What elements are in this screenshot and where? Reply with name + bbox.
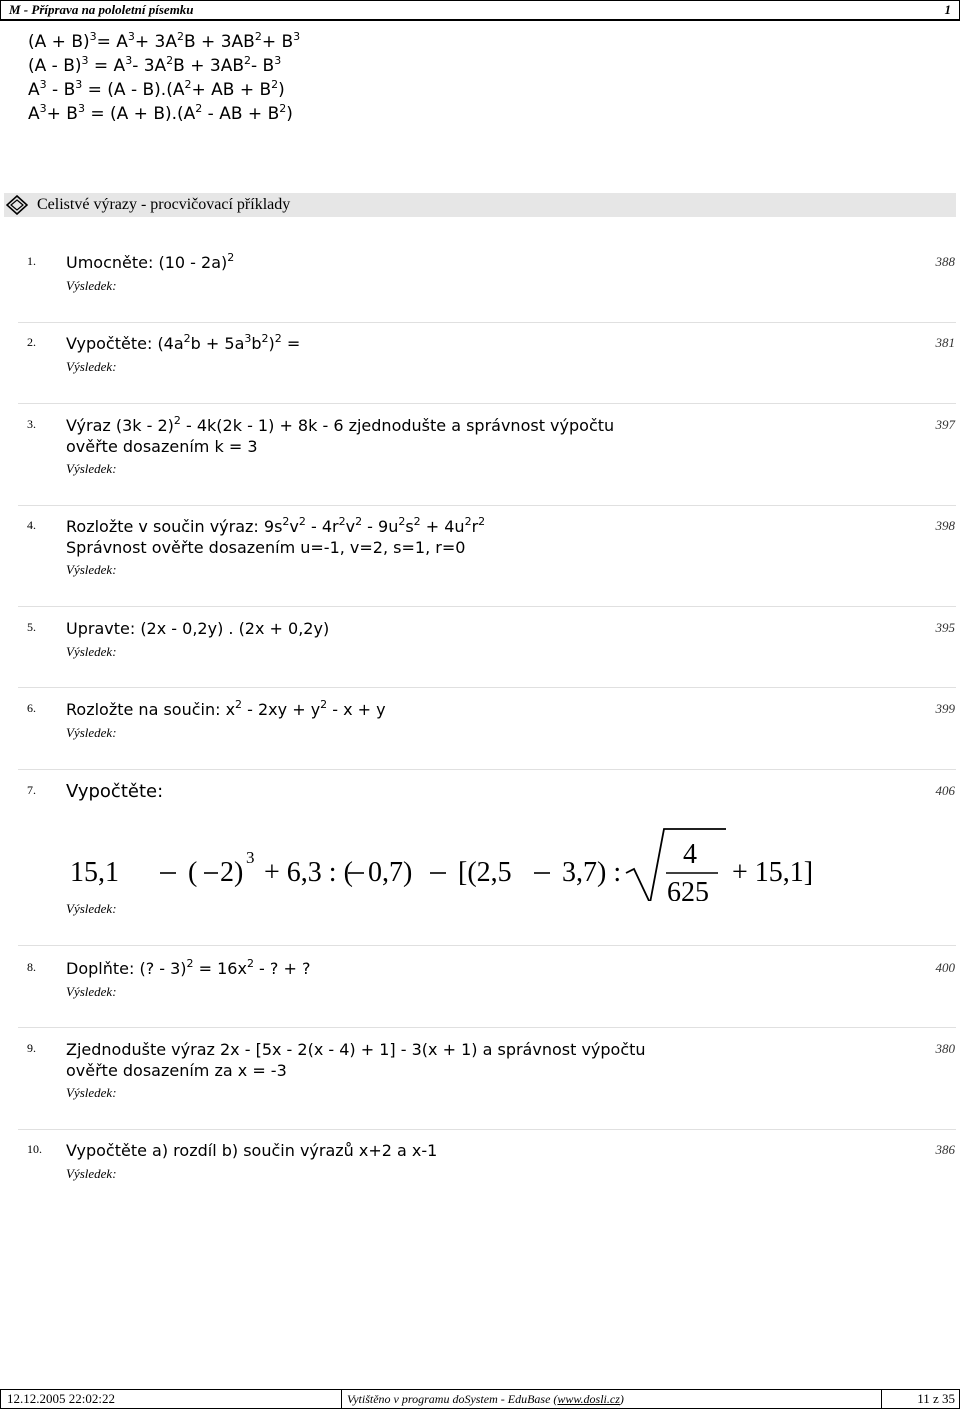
exponent: 2 <box>246 957 254 970</box>
formula-block <box>28 30 300 126</box>
exercise-score: 398 <box>935 518 955 533</box>
math-exponent: 3 <box>246 848 255 867</box>
task-line-2: ověřte dosazením za x = -3 <box>66 1061 287 1080</box>
exponent: 2 <box>282 515 290 528</box>
formula-line: $(A - B)^3 = A^3-$ $3A^2B + 3AB^2-$ $B^3$ <box>28 54 282 76</box>
task-line: Vypočtěte: $(4a^2b + 5a^3b^2)^2$ = <box>66 332 301 353</box>
website-link[interactable]: www.dosli.cz <box>557 1392 620 1406</box>
task-line: Rozložte na součin: $x^2 - 2xy + y^2 - x + y$ <box>66 698 386 719</box>
task-line: Zjednodušte výraz 2x - [5x - 2(x - 4) + 1] - 3(x + 1) a správnost výpočtu <box>66 1040 646 1059</box>
exponent: 3 <box>77 102 85 115</box>
footer-divider <box>341 1390 342 1408</box>
document-title: M - Příprava na pololetní písemku <box>9 2 194 17</box>
task-line-2: ověřte dosazením k = 3 <box>66 437 258 456</box>
exponent: 2 <box>320 698 328 711</box>
diamond-icon <box>6 195 28 215</box>
exponent: 2 <box>176 30 184 43</box>
task-line: Upravte: (2x - 0,2y) . (2x + 0,2y) <box>66 619 330 638</box>
exponent: 2 <box>183 332 191 345</box>
exercise-number: 1. <box>27 254 36 268</box>
divider <box>18 769 956 770</box>
exponent: 3 <box>81 54 89 67</box>
exponent: 3 <box>125 54 133 67</box>
exercise-task <box>66 958 706 979</box>
divider <box>18 505 956 506</box>
page-number: 1 <box>944 2 951 17</box>
exponent: 3 <box>39 78 47 91</box>
exercise-number: 7. <box>27 783 36 797</box>
result-label: Výsledek: <box>66 461 117 476</box>
exercise-score: 400 <box>935 960 955 975</box>
exercise-score: 380 <box>935 1041 955 1056</box>
exercise-task <box>66 333 706 354</box>
exponent: 2 <box>173 414 181 427</box>
exercise-score: 386 <box>935 1142 955 1157</box>
fraction-numerator: 4 <box>683 839 697 870</box>
exercise-number: 6. <box>27 701 36 715</box>
result-label: Výsledek: <box>66 1166 117 1181</box>
formula-line: $A^3 - B^3 = (A - B).(A^2+$ AB + $B^2$) <box>28 78 285 100</box>
math-term: 2) <box>220 857 244 888</box>
exponent: 2 <box>413 515 421 528</box>
math-term: + 6,3 : ( <box>264 857 353 888</box>
exponent: 2 <box>274 332 282 345</box>
page-footer <box>0 1389 960 1409</box>
result-label: Výsledek: <box>66 1085 117 1100</box>
exponent: 2 <box>478 515 486 528</box>
exponent: 2 <box>261 332 269 345</box>
exponent: 2 <box>195 102 203 115</box>
divider <box>18 945 956 946</box>
footer-divider <box>881 1390 882 1408</box>
result-label: Výsledek: <box>66 984 117 999</box>
section-title: Celistvé výrazy - procvičovací příklady <box>37 196 291 213</box>
exponent: 2 <box>398 515 406 528</box>
exponent: 2 <box>166 54 174 67</box>
print-datetime: 12.12.2005 22:02:22 <box>7 1391 115 1406</box>
formula-line: $A^3+ B^3 = (A + B).(A^2$ - AB + $B^2$) <box>28 102 293 124</box>
exponent: 3 <box>244 332 252 345</box>
page-count: 11 z 35 <box>917 1391 955 1406</box>
printed-suffix: ) <box>619 1392 624 1406</box>
exercise-task <box>66 618 706 639</box>
exercise-task <box>66 516 706 558</box>
result-label: Výsledek: <box>66 359 117 374</box>
divider <box>18 403 956 404</box>
result-label: Výsledek: <box>66 725 117 740</box>
exercise-task <box>66 1140 706 1161</box>
printed-prefix: Vytištěno v programu doSystem - EduBase ( <box>347 1392 558 1406</box>
exercise-score: 395 <box>935 620 955 635</box>
fraction-denominator: 625 <box>667 877 709 901</box>
task-line-2: Správnost ověřte dosazením u=-1, v=2, s=1, r=0 <box>66 538 466 557</box>
math-term: + 15,1] <box>732 857 814 888</box>
exponent: 2 <box>279 102 287 115</box>
math-term: 0,7) <box>368 857 413 888</box>
exercise-score: 406 <box>935 783 955 798</box>
exponent: 2 <box>244 54 251 67</box>
exponent: 3 <box>274 54 282 67</box>
exercise-task <box>66 1039 706 1081</box>
task-line: Doplňte: (? - $3)^2 = 16x^2$ - ? + ? <box>66 957 311 978</box>
task-line: Vypočtěte a) rozdíl b) součin výrazů x+2 a x-1 <box>66 1141 438 1160</box>
formula-line: $(A + B)^3= A^3+ 3A^2B + 3AB^2+ B^3$ <box>28 30 301 52</box>
exponent: 2 <box>464 515 472 528</box>
exercise-score: 388 <box>935 254 955 269</box>
exponent: 3 <box>39 102 47 115</box>
exponent: 2 <box>235 698 243 711</box>
exponent: 3 <box>89 30 97 43</box>
result-label: Výsledek: <box>66 901 117 916</box>
exponent: 2 <box>355 515 363 528</box>
exercise-number: 10. <box>27 1142 42 1156</box>
task-line: Rozložte v součin výraz: $9s^2v^2 - 4r^2v^2 - 9u^2s^2 + 4u^2r^2$ <box>66 515 486 536</box>
exercise-number: 8. <box>27 960 36 974</box>
math-expression <box>66 811 846 901</box>
divider <box>18 1129 956 1130</box>
divider <box>18 606 956 607</box>
exponent: 2 <box>338 515 346 528</box>
exponent: 2 <box>227 251 235 264</box>
exercise-task <box>66 252 706 273</box>
result-label: Výsledek: <box>66 562 117 577</box>
exercise-task <box>66 415 706 457</box>
exponent: 2 <box>271 78 279 91</box>
divider <box>18 1027 956 1028</box>
exercise-number: 2. <box>27 335 36 349</box>
exercise-number: 3. <box>27 417 36 431</box>
exponent: 2 <box>186 957 194 970</box>
exercise-score: 399 <box>935 701 955 716</box>
printed-by <box>347 1390 624 1408</box>
math-term: ( <box>188 857 198 888</box>
exponent: 3 <box>75 78 83 91</box>
exercise-task <box>66 699 706 720</box>
math-term: 3,7) : <box>562 857 622 888</box>
divider <box>18 322 956 323</box>
exercise-score: 397 <box>935 417 955 432</box>
task-line: Vypočtěte: <box>66 781 164 802</box>
exponent: 3 <box>293 30 301 43</box>
exponent: 2 <box>298 515 306 528</box>
page-header <box>0 0 960 21</box>
exercise-score: 381 <box>935 335 955 350</box>
exercise-number: 4. <box>27 518 36 532</box>
math-term: 15,1 <box>70 857 119 888</box>
exponent: 2 <box>254 30 262 43</box>
exercise-number: 5. <box>27 620 36 634</box>
exponent: 2 <box>184 78 192 91</box>
task-line: Výraz (3k - 2)$^2$ - 4k(2k - 1) + 8k - 6 zjednodušte a správnost výpočtu <box>66 414 615 435</box>
exercise-task <box>66 781 706 802</box>
exponent: 3 <box>127 30 135 43</box>
exercise-number: 9. <box>27 1041 36 1055</box>
result-label: Výsledek: <box>66 644 117 659</box>
divider <box>18 687 956 688</box>
math-term: [(2,5 <box>458 857 512 888</box>
result-label: Výsledek: <box>66 278 117 293</box>
section-heading <box>4 193 956 217</box>
task-line: Umocněte: (10 - 2a)$^2$ <box>66 251 235 272</box>
